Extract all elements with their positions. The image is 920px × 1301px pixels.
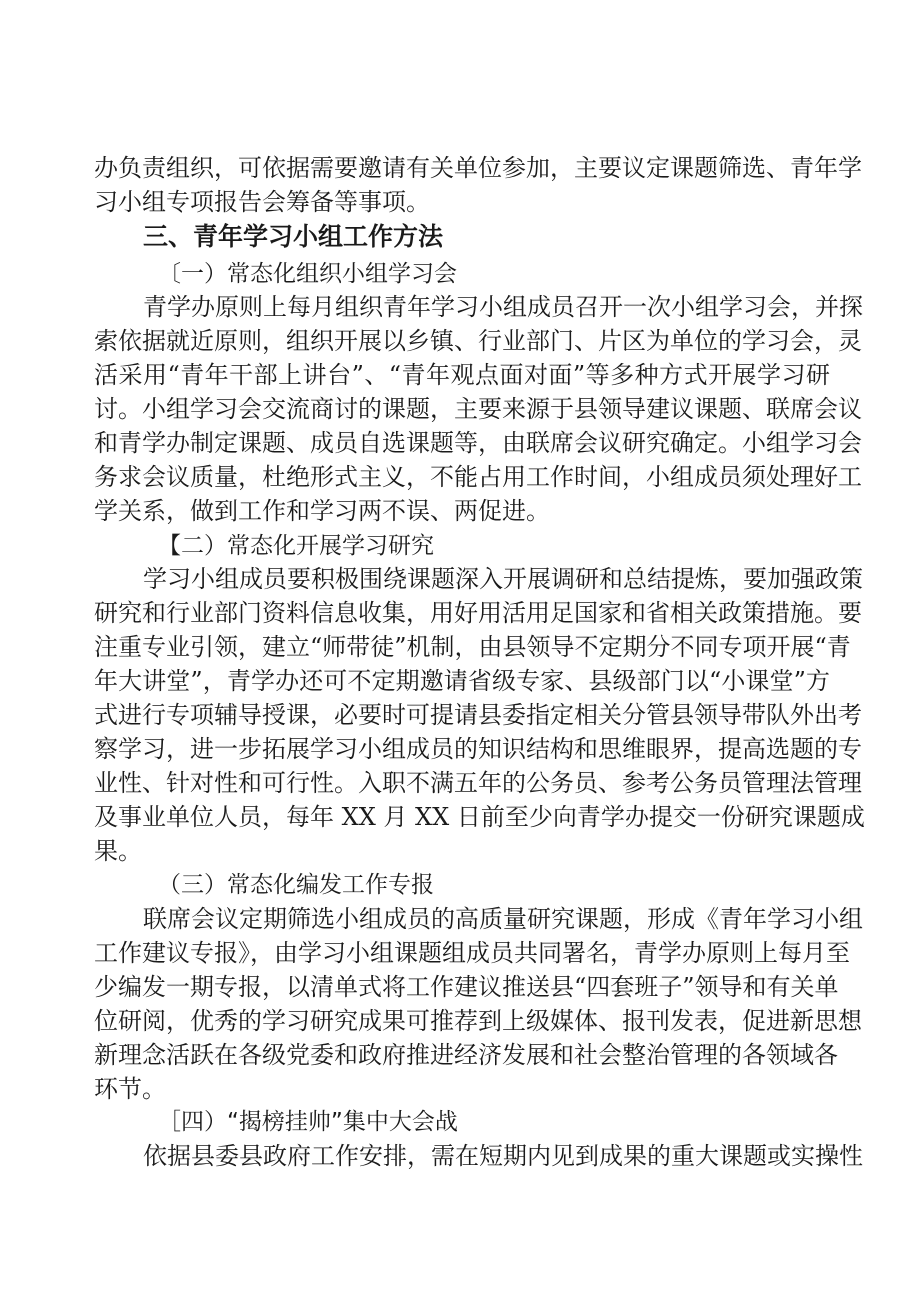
item-1-line-7: 学关系，做到工作和学习两不误、两促进。	[94, 497, 550, 525]
item-2-line-9: 果。	[94, 837, 142, 865]
item-3-line-3: 少编发一期专报，以清单式将工作建议推送县“四套班子”领导和有关单	[94, 973, 839, 1001]
item-1-line-3: 活采用“青年干部上讲台”、“青年观点面对面”等多种方式开展学习研	[94, 361, 830, 389]
item-2-line-7: 业性、针对性和可行性。入职不满五年的公务员、参考公务员管理法管理	[94, 769, 862, 797]
item-2-line-4: 年大讲堂”，青学办还可不定期邀请省级专家、县级部门以“小课堂”方	[94, 667, 830, 695]
item-2-line-1: 学习小组成员要积极围绕课题深入开展调研和总结提炼，要加强政策	[143, 565, 863, 593]
item-1-line-5: 和青学办制定课题、成员自选课题等，由联席会议研究确定。小组学习会	[94, 429, 862, 457]
item-4-heading: ［四）“揭榜挂帅”集中大会战	[158, 1109, 458, 1135]
item-1-line-6: 务求会议质量，杜绝形式主义，不能占用工作时间，小组成员须处理好工	[94, 463, 862, 491]
item-1-line-4: 讨。小组学习会交流商讨的课题，主要来源于县领导建议课题、联席会议	[94, 395, 862, 423]
item-2-line-3: 注重专业引领，建立“师带徒”机制，由县领导不定期分不同专项开展“青	[94, 633, 851, 661]
item-1-line-2: 索依据就近原则，组织开展以乡镇、行业部门、片区为单位的学习会，灵	[94, 327, 862, 355]
item-2-line-2: 研究和行业部门资料信息收集，用好用活用足国家和省相关政策措施。要	[94, 599, 862, 627]
item-3-line-1: 联席会议定期筛选小组成员的高质量研究课题，形成《青年学习小组	[143, 905, 863, 933]
item-4-line-1: 依据县委县政府工作安排，需在短期内见到成果的重大课题或实操性	[143, 1142, 863, 1170]
item-3-line-4: 位研阅，优秀的学习研究成果可推荐到上级媒体、报刊发表，促进新思想	[94, 1007, 862, 1035]
item-1-heading: 〔一）常态化组织小组学习会	[158, 261, 457, 287]
intro-line-2: 习小组专项报告会筹备等事项。	[94, 188, 430, 216]
item-2-line-5: 式进行专项辅导授课，必要时可提请县委指定相关分管县领导带队外出考	[94, 701, 862, 729]
item-3-heading: （三）常态化编发工作专报	[158, 872, 434, 898]
item-2-heading: 【二）常态化开展学习研究	[158, 533, 434, 559]
item-2-line-8: 及事业单位人员，每年 XX 月 XX 日前至少向青学办提交一份研究课题成	[94, 803, 865, 831]
item-1-line-1: 青学办原则上每月组织青年学习小组成员召开一次小组学习会，并探	[143, 293, 863, 321]
intro-line-1: 办负责组织，可依据需要邀请有关单位参加，主要议定课题筛选、青年学	[94, 154, 862, 182]
item-3-line-5: 新理念活跃在各级党委和政府推进经济发展和社会整治管理的各领域各	[94, 1041, 838, 1069]
item-2-line-6: 察学习，进一步拓展学习小组成员的知识结构和思维眼界，提高选题的专	[94, 735, 862, 763]
item-3-line-6: 环节。	[94, 1075, 166, 1103]
item-3-line-2: 工作建议专报》，由学习小组课题组成员共同署名，青学办原则上每月至	[94, 939, 850, 967]
section-title: 三、青年学习小组工作方法	[143, 222, 444, 251]
